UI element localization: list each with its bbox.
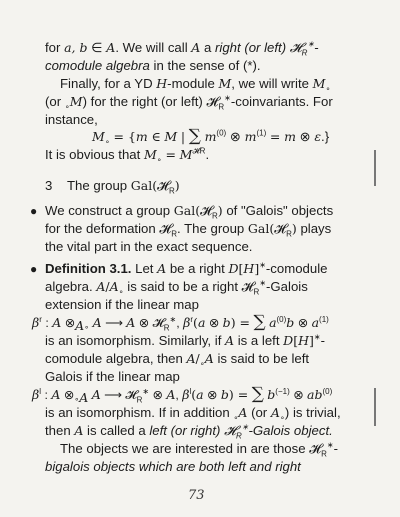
margin-mark [374, 388, 376, 426]
definition-line-1: Definition 3.1. Let A be a right D[H]∗-comodule [45, 260, 328, 276]
text-line-3: Finally, for a YD H-module M, we will write $M_\circ$ [60, 76, 331, 94]
definition-line-3: extension if the linear map [45, 297, 199, 312]
bullet-1: ● [30, 204, 38, 218]
section-heading: 3 The group Gal(𝓗$_R$) [45, 178, 180, 196]
text-line-4: (or $_\circ$M) for the right (or left) 𝓗$_R$∗-coinvariants. For [45, 93, 333, 112]
formula-coinvariants: $M_\circ = \{m$ ∈ M | ∑ $m^{(0)}$ ⊗ $m^{(1)} = m$ ⊗ ε.} [92, 126, 330, 147]
text-line-16: is an isomorphism. Similarly, if A is a left D[H]∗- [45, 332, 325, 348]
definition-line-2: algebra. $A/A_\circ$ is said to be a right 𝓗$_R$∗-Galois [45, 278, 308, 297]
text-line-17: comodule algebra, then $A/_\circ A$ is said to be left [45, 351, 310, 369]
formula-beta-r: $\beta^r$ : A $\otimes_{A\circ}$ A ⟶ A ⊗ 𝓗$_R$∗, $\beta^r(a$ ⊗ b) = ∑ $a^{(0)}b$ ⊗ $a^{(1)}$ [32, 312, 329, 334]
text-line-20: is an isomorphism. If in addition $_\circ$A (or $A_\circ$) is trivial, [45, 405, 341, 423]
page-number: 73 [188, 488, 205, 503]
text-line-9: We construct a group Gal(𝓗$_R$) of "Galois" objects [45, 203, 334, 221]
text-line-22: The objects we are interested in are those 𝓗$_R$∗- [60, 440, 339, 459]
text-line-23: bigalois objects which are both left and right [45, 459, 301, 474]
text-line-18: Galois if the linear map [45, 369, 180, 384]
margin-mark [374, 150, 376, 186]
text-line-7: It is obvious that $M_\circ = M^{𝓗R}$. [45, 146, 210, 165]
text-line-1: for a, b ∈ A. We will call A a right (or left) 𝓗$_R$∗- [45, 39, 319, 58]
text-line-10: for the deformation 𝓗$_R$. The group Gal(𝓗$_R$) plays [45, 221, 332, 239]
text-line-11: the vital part in the exact sequence. [45, 239, 253, 254]
bullet-2: ● [30, 262, 38, 276]
text-line-21: then A is called a left (or right) 𝓗$_R$∗-Galois object. [45, 422, 333, 441]
text-line-2: comodule algebra in the sense of (*). [45, 58, 261, 73]
formula-beta-l: $\beta^l$ : A $\otimes_{\circ A}$ A ⟶ 𝓗$_R$∗ ⊗ A, $\beta^l(a$ ⊗ b) = ∑ $b^{(-1)}$ ⊗ $ab^{(0)}$ [32, 384, 333, 406]
text-line-5: instance, [45, 112, 98, 127]
